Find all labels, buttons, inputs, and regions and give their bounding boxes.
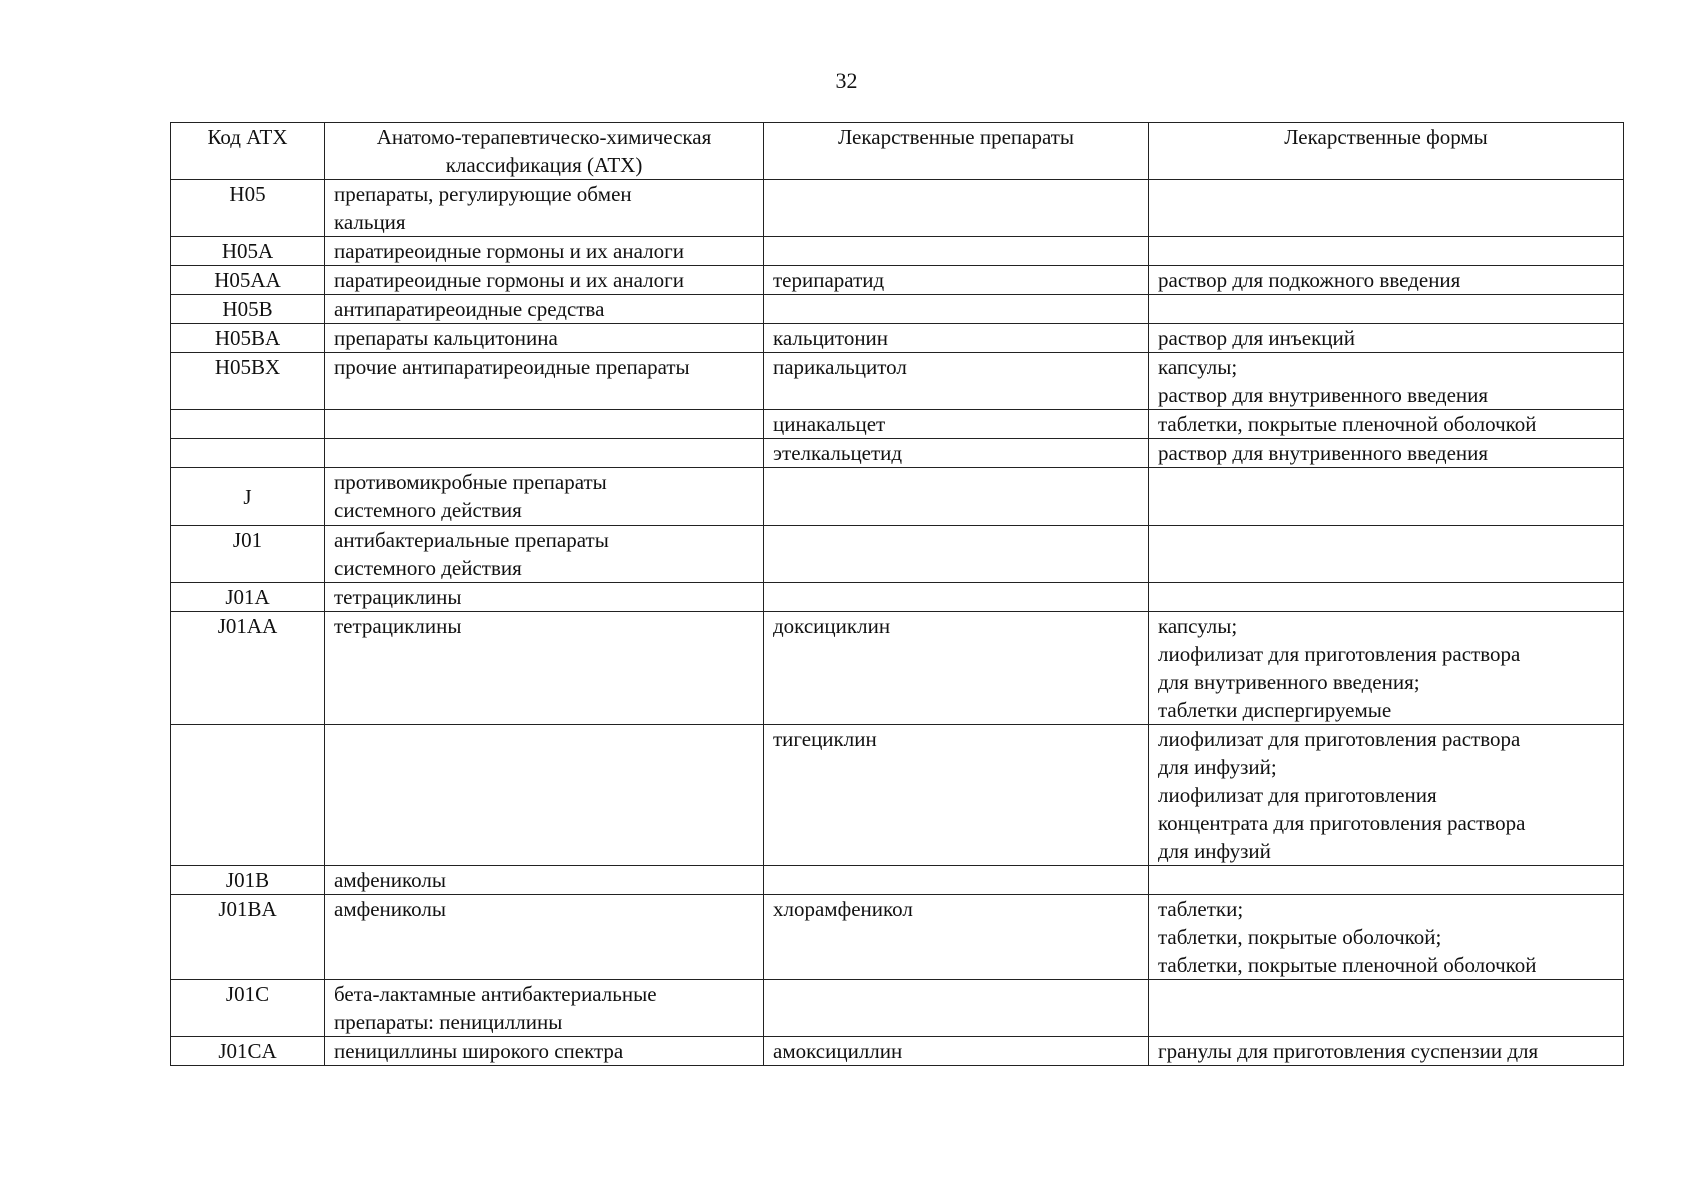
row-drug <box>764 583 1149 612</box>
header-forms: Лекарственные формы <box>1149 123 1624 180</box>
row-form <box>1149 468 1624 526</box>
row-code: J <box>171 468 325 526</box>
row-drug: терипаратид <box>764 266 1149 295</box>
row-code: J01B <box>171 866 325 895</box>
row-code: H05 <box>171 180 325 237</box>
table-row <box>171 980 1624 1037</box>
row-form: таблетки; таблетки, покрытые оболочкой; таблетки, покрытые пленочной оболочкой <box>1149 895 1624 980</box>
row-form: лиофилизат для приготовления раствора для инфузий; лиофилизат для приготовления концентрата для приготовления раствора для инфузий <box>1149 725 1624 866</box>
row-classification: бета-лактамные антибактериальные препараты: пенициллины <box>325 980 764 1037</box>
table-row <box>171 180 1624 237</box>
row-classification: амфениколы <box>325 866 764 895</box>
row-code <box>171 725 325 866</box>
row-classification <box>325 725 764 866</box>
row-code: H05B <box>171 295 325 324</box>
row-classification: тетрациклины <box>325 612 764 725</box>
row-classification: паратиреоидные гормоны и их аналоги <box>325 237 764 266</box>
table-row <box>171 410 1624 439</box>
row-form: раствор для подкожного введения <box>1149 266 1624 295</box>
row-classification <box>325 410 764 439</box>
header-classification: Анатомо-терапевтическо-химическая классификация (АТХ) <box>325 123 764 180</box>
row-form <box>1149 237 1624 266</box>
header-drugs: Лекарственные препараты <box>764 123 1149 180</box>
row-drug: амоксициллин <box>764 1037 1149 1066</box>
row-classification: паратиреоидные гормоны и их аналоги <box>325 266 764 295</box>
row-form: капсулы; лиофилизат для приготовления раствора для внутривенного введения; таблетки диспергируемые <box>1149 612 1624 725</box>
row-code: J01AA <box>171 612 325 725</box>
row-drug: кальцитонин <box>764 324 1149 353</box>
row-classification: пенициллины широкого спектра <box>325 1037 764 1066</box>
row-form: таблетки, покрытые пленочной оболочкой <box>1149 410 1624 439</box>
row-code: H05AA <box>171 266 325 295</box>
table-row <box>171 1037 1624 1066</box>
page-number: 32 <box>835 68 858 93</box>
table-row <box>171 468 1624 526</box>
row-classification <box>325 439 764 468</box>
row-code: J01A <box>171 583 325 612</box>
row-classification: амфениколы <box>325 895 764 980</box>
row-drug <box>764 866 1149 895</box>
atx-table <box>170 122 1624 1066</box>
row-code: H05BA <box>171 324 325 353</box>
table-header-row <box>171 123 1624 180</box>
table-row <box>171 526 1624 583</box>
row-drug: доксициклин <box>764 612 1149 725</box>
table-row <box>171 895 1624 980</box>
row-drug: хлорамфеникол <box>764 895 1149 980</box>
row-form <box>1149 180 1624 237</box>
table-row <box>171 266 1624 295</box>
row-code <box>171 410 325 439</box>
row-code: J01 <box>171 526 325 583</box>
row-form: раствор для инъекций <box>1149 324 1624 353</box>
row-form <box>1149 526 1624 583</box>
row-drug <box>764 295 1149 324</box>
table-row <box>171 324 1624 353</box>
row-classification: прочие антипаратиреоидные препараты <box>325 353 764 410</box>
row-classification: препараты кальцитонина <box>325 324 764 353</box>
row-drug <box>764 526 1149 583</box>
table-row <box>171 439 1624 468</box>
table-row <box>171 583 1624 612</box>
row-classification: тетрациклины <box>325 583 764 612</box>
row-code <box>171 439 325 468</box>
row-drug: парикальцитол <box>764 353 1149 410</box>
row-form <box>1149 980 1624 1037</box>
row-drug <box>764 180 1149 237</box>
row-form <box>1149 866 1624 895</box>
row-classification: противомикробные препараты системного действия <box>325 468 764 526</box>
table-row <box>171 353 1624 410</box>
table-row <box>171 295 1624 324</box>
row-code: J01BA <box>171 895 325 980</box>
row-classification: антипаратиреоидные средства <box>325 295 764 324</box>
row-code: H05BX <box>171 353 325 410</box>
row-drug <box>764 468 1149 526</box>
row-form <box>1149 295 1624 324</box>
row-classification: препараты, регулирующие обмен кальция <box>325 180 764 237</box>
row-form: гранулы для приготовления суспензии для <box>1149 1037 1624 1066</box>
table-row <box>171 866 1624 895</box>
row-drug <box>764 237 1149 266</box>
row-form: раствор для внутривенного введения <box>1149 439 1624 468</box>
row-drug: этелкальцетид <box>764 439 1149 468</box>
row-code: J01C <box>171 980 325 1037</box>
row-form: капсулы; раствор для внутривенного введения <box>1149 353 1624 410</box>
row-form <box>1149 583 1624 612</box>
table-row <box>171 237 1624 266</box>
table-row <box>171 725 1624 866</box>
header-code: Код АТХ <box>171 123 325 180</box>
table-row <box>171 612 1624 725</box>
row-drug: цинакальцет <box>764 410 1149 439</box>
row-drug: тигециклин <box>764 725 1149 866</box>
row-code: H05A <box>171 237 325 266</box>
row-classification: антибактериальные препараты системного действия <box>325 526 764 583</box>
row-code: J01CA <box>171 1037 325 1066</box>
row-drug <box>764 980 1149 1037</box>
